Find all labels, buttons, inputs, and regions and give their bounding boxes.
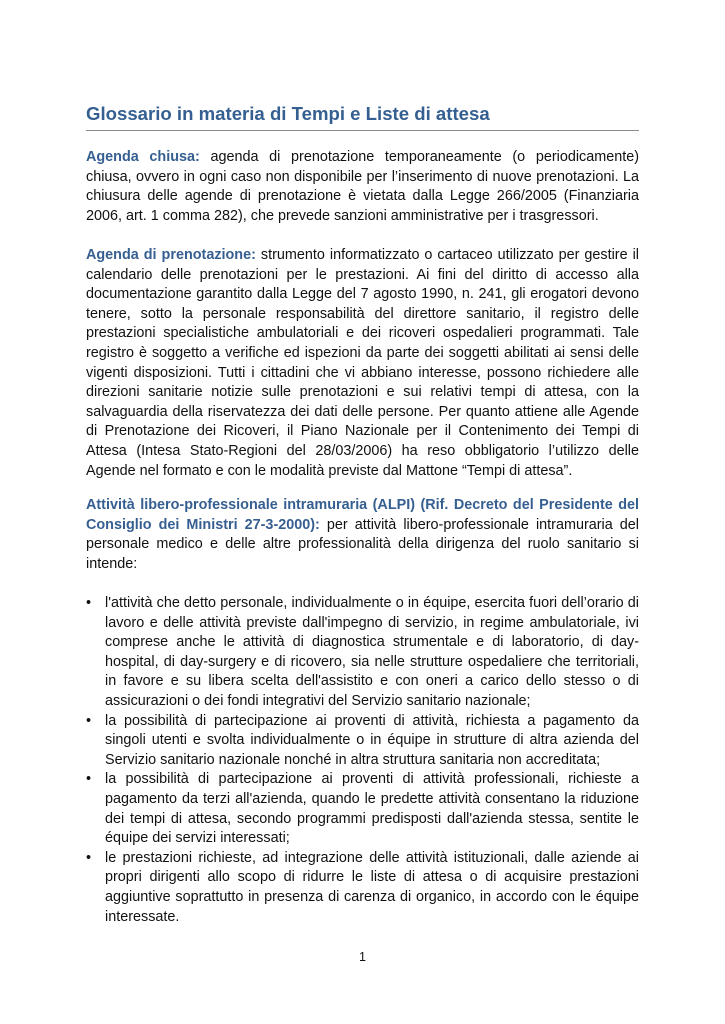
bullet-icon: •: [86, 771, 92, 788]
glossary-definition: per attività libero-professionale intramuraria del personale medico e delle altre professionalità della dirigenza del ruolo sanitario si intende:: [86, 516, 639, 572]
page-title: Glossario in materia di Tempi e Liste di attesa: [86, 101, 639, 131]
page-number: 1: [359, 950, 366, 964]
glossary-term: Attività libero-professionale intramuraria (ALPI) (Rif. Decreto del Presidente del Consiglio dei Ministri 27-3-2000):: [86, 497, 639, 533]
list-item-text: la possibilità di partecipazione ai proventi di attività professionali, richieste a pagamento da terzi all'azienda, quando le predette attività consentano la riduzione dei tempi di attesa, secondo programmi predisposti dall'azienda stessa, sentite le équipe dei servizi interessati;: [105, 771, 639, 847]
list-item: [86, 849, 639, 927]
list-item: [86, 594, 639, 712]
document-page: [86, 0, 639, 1024]
glossary-entry-alpi: [86, 496, 639, 574]
bullet-icon: •: [86, 712, 92, 729]
list-item: [86, 712, 639, 771]
glossary-definition: agenda di prenotazione temporaneamente (o periodicamente) chiusa, ovvero in ogni caso non disponibile per l’inserimento di nuove prenotazioni. La chiusura delle agende di prenotazione è vietata dalla Legge 266/2005 (Finanziaria 2006, art. 1 comma 282), che prevede sanzioni amministrative per i trasgressori.: [86, 149, 640, 224]
alpi-bullet-list: [86, 594, 639, 927]
bullet-icon: •: [86, 849, 92, 866]
list-item-text: l'attività che detto personale, individualmente o in équipe, esercita fuori dell’orario di lavoro e delle attività previste dall'impegno di servizio, in regime ambulatoriale, ivi comprese anche le attività di diagnostica strumentale e di laboratorio, di day-hospital, di day-surgery e di ricovero, sia nelle strutture ospedaliere che territoriali, in favore e su libera scelta dell'assistito e con oneri a carico dello stesso o di assicurazioni o dei fondi integrativi del Servizio sanitario nazionale;: [105, 595, 639, 709]
glossary-definition: strumento informatizzato o cartaceo utilizzato per gestire il calendario delle prenotazioni per le prestazioni. Ai fini del diritto di accesso alla documentazione garantito dalla Legge del 7 agosto 1990, n. 241, gli erogatori devono tenere, sotto la personale responsabilità del direttore sanitario, il registro delle prestazioni specialistiche ambulatoriali e dei ricoveri ospedalieri programmati. Tale registro è soggetto a verifiche ed ispezioni da parte dei soggetti abilitati ai sensi delle vigenti disposizioni. Tutti i cittadini che vi abbiano interesse, possono richiedere alle direzioni sanitarie notizie sulle prenotazioni e sui relativi tempi di attesa, con la salvaguardia della riservatezza dei dati delle persone. Per quanto attiene alle Agende di Prenotazione dei Ricoveri, il Piano Nazionale per il Contenimento dei Tempi di Attesa (Intesa Stato-Regioni del 28/03/2006) ha reso obbligatorio l’utilizzo delle Agende nel formato e con le modalità previste dal Mattone “Tempi di attesa”.: [86, 247, 639, 479]
list-item-text: le prestazioni richieste, ad integrazione delle attività istituzionali, dalle aziende ai propri dirigenti allo scopo di ridurre le liste di attesa o di acquisire prestazioni aggiuntive soprattutto in presenza di carenza di organico, in accordo con le équipe interessate.: [105, 849, 639, 925]
glossary-term: Agenda di prenotazione:: [86, 247, 256, 263]
list-item: [86, 770, 639, 848]
list-item-text: la possibilità di partecipazione ai proventi di attività, richiesta a pagamento da singoli utenti e svolta individualmente o in équipe in strutture di altra azienda del Servizio sanitario nazionale nonché in altra struttura sanitaria non accreditata;: [105, 712, 639, 768]
glossary-entry-agenda-di-prenotazione: [86, 246, 639, 481]
glossary-term: Agenda chiusa:: [86, 149, 200, 165]
glossary-entry-agenda-chiusa: [86, 148, 639, 226]
bullet-icon: •: [86, 595, 92, 611]
